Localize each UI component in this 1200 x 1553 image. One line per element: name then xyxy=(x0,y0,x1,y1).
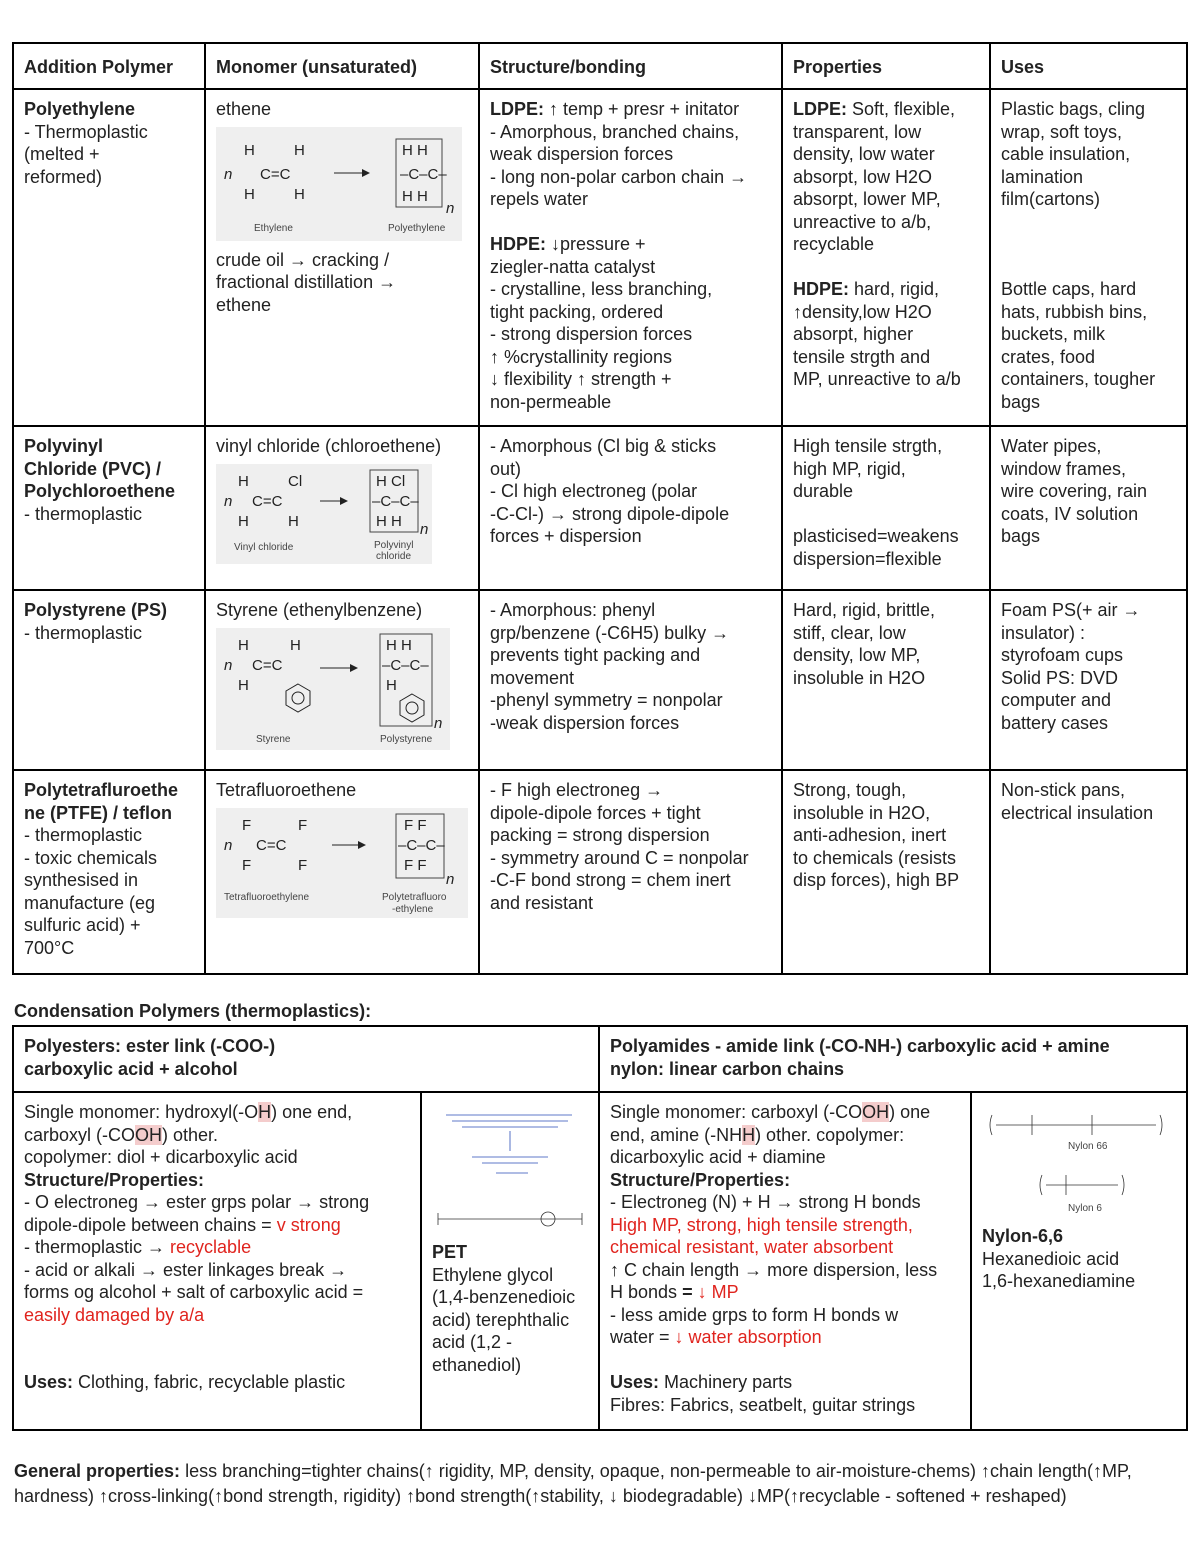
properties-text: Hard, rigid, brittle, xyxy=(793,600,936,620)
svg-text:F F: F F xyxy=(404,816,427,834)
uses-cell xyxy=(990,770,1187,974)
properties-text: insoluble in H2O xyxy=(793,667,926,688)
hdpe-label: HDPE: xyxy=(793,279,850,299)
polymer-name: Polyethylene xyxy=(24,99,136,119)
uses-text: Machinery parts xyxy=(659,1372,793,1392)
uses-text: wire covering, rain xyxy=(1001,481,1148,501)
svg-text:n: n xyxy=(224,836,233,854)
polymer-name: Polychloroethene xyxy=(24,481,176,501)
monomer-name: Styrene (ethenylbenzene) xyxy=(216,600,423,620)
properties-text: absorpt, lower MP, xyxy=(793,189,941,209)
monomer-cell xyxy=(205,770,479,974)
structure-text: repels water xyxy=(490,189,589,209)
structure-text: -weak dispersion forces xyxy=(490,712,680,733)
text: copolymer: diol + dicarboxylic acid xyxy=(24,1147,298,1167)
svg-text:H: H xyxy=(288,512,299,530)
table-row xyxy=(13,89,1187,426)
svg-text:H: H xyxy=(244,141,255,159)
uses-text: bags xyxy=(1001,526,1041,546)
structure-text: ↑ temp + presr + initator xyxy=(544,99,740,119)
structure-text: ↑ %crystallinity regions xyxy=(490,346,673,367)
pet-text: ethanediol) xyxy=(432,1354,522,1375)
polymer-note: - toxic chemicals xyxy=(24,847,158,868)
table-row xyxy=(13,426,1187,590)
uses-cell xyxy=(990,590,1187,770)
text: - acid or alkali → ester linkages break → xyxy=(24,1259,348,1280)
structure-text: - symmetry around C = nonpolar xyxy=(490,847,749,868)
polystyrene-structure-image xyxy=(216,628,450,750)
svg-text:n: n xyxy=(224,165,233,183)
svg-text:n: n xyxy=(224,656,233,674)
image-label: Ethylene xyxy=(254,222,293,234)
pet-cell xyxy=(421,1092,599,1430)
image-label: Nylon 6 xyxy=(1068,1203,1102,1214)
structure-text: dipole-dipole forces + tight xyxy=(490,802,701,823)
structure-text: weak dispersion forces xyxy=(490,144,674,164)
properties-cell xyxy=(782,426,990,590)
svg-text:H: H xyxy=(238,512,249,530)
text: dicarboxylic acid + diamine xyxy=(610,1147,826,1167)
header-structure: Structure/bonding xyxy=(479,43,782,89)
text: water = xyxy=(610,1327,675,1347)
structure-cell xyxy=(479,590,782,770)
text: H bonds xyxy=(610,1282,683,1302)
svg-text:H: H xyxy=(294,185,305,203)
ldpe-label: LDPE: xyxy=(793,99,847,119)
properties-text: stiff, clear, low xyxy=(793,622,906,643)
monomer-note: crude oil → cracking / xyxy=(216,249,390,270)
structure-text: grp/benzene (-C6H5) bulky → xyxy=(490,622,730,643)
uses-text: insulator) : xyxy=(1001,622,1086,643)
structure-text: - Cl high electroneg (polar xyxy=(490,481,698,501)
table-header-row xyxy=(13,43,1187,89)
text: end, amine (-NH xyxy=(610,1124,743,1145)
polymer-note: sulfuric acid) + xyxy=(24,915,141,935)
image-label: Styrene xyxy=(256,733,291,745)
svg-text:F: F xyxy=(298,856,308,874)
text: ) other. copolymer: xyxy=(755,1124,905,1145)
uses-cell xyxy=(990,426,1187,590)
red-text: chemical resistant, water absorbent xyxy=(610,1237,894,1257)
red-text: High MP, strong, high tensile strength, xyxy=(610,1214,913,1235)
properties-text: hard, rigid, xyxy=(849,279,940,299)
svg-text:–C–C–: –C–C– xyxy=(400,165,447,183)
uses-text: Foam PS(+ air → xyxy=(1001,600,1141,620)
polymer-note: reformed) xyxy=(24,166,103,187)
properties-text: disp forces), high BP xyxy=(793,870,960,890)
header-addition-polymer: Addition Polymer xyxy=(13,43,205,89)
general-properties xyxy=(14,1459,1174,1509)
polymer-name: Polytetrafluroethe xyxy=(24,780,179,800)
text: Single monomer: hydroxyl(-O xyxy=(24,1102,259,1122)
svg-text:H: H xyxy=(238,636,249,654)
header-monomer: Monomer (unsaturated) xyxy=(205,43,479,89)
highlight: H xyxy=(742,1124,756,1145)
properties-text: ↑density,low H2O xyxy=(793,301,932,322)
structure-text: movement xyxy=(490,667,575,688)
properties-text: Strong, tough, xyxy=(793,780,907,800)
uses-cell xyxy=(990,89,1187,426)
header-properties: Properties xyxy=(782,43,990,89)
structure-text: -phenyl symmetry = nonpolar xyxy=(490,690,723,710)
pvc-structure-image xyxy=(216,464,432,564)
text: - Electroneg (N) + H → strong H bonds xyxy=(610,1192,921,1212)
pet-structure-image xyxy=(432,1101,588,1241)
text: = xyxy=(682,1282,698,1302)
uses-text: window frames, xyxy=(1001,458,1127,479)
properties-text: unreactive to a/b, xyxy=(793,211,932,232)
pet-label: PET xyxy=(432,1242,468,1262)
properties-text xyxy=(793,503,979,526)
monomer-cell xyxy=(205,590,479,770)
table-row xyxy=(13,590,1187,770)
properties-text: insoluble in H2O, xyxy=(793,802,931,823)
structure-properties-label: Structure/Properties: xyxy=(610,1169,791,1190)
polyesters-header xyxy=(13,1026,599,1092)
svg-text:H H: H H xyxy=(402,187,428,205)
text: ↑ C chain length → more dispersion, less xyxy=(610,1259,938,1280)
svg-text:n: n xyxy=(446,870,455,888)
svg-text:–C–C–: –C–C– xyxy=(372,492,419,510)
svg-text:F: F xyxy=(242,856,252,874)
monomer-note: ethene xyxy=(216,294,272,315)
monomer-cell xyxy=(205,426,479,590)
highlight: H xyxy=(258,1102,272,1122)
red-text: easily damaged by a/a xyxy=(24,1304,205,1325)
red-text: ↓ water absorption xyxy=(674,1327,822,1347)
text: dipole-dipole between chains = xyxy=(24,1214,277,1235)
properties-text: MP, unreactive to a/b xyxy=(793,369,961,389)
uses-text: lamination xyxy=(1001,166,1084,187)
svg-text:Cl: Cl xyxy=(288,472,303,490)
structure-cell xyxy=(479,426,782,590)
polymer-note: manufacture (eg xyxy=(24,892,156,913)
addition-polymers-table xyxy=(12,42,1188,975)
polymer-note: synthesised in xyxy=(24,870,139,890)
general-properties-text: less branching=tighter chains(↑ rigidity, MP, density, opaque, non-permeable to air-moisture-chems) ↑chain length(↑MP, hardness) ↑cross-linking(↑bond strength, rigidity) ↑bond strength(↑stability, ↓ biodegradable) ↓MP(↑recyclable - softened + reshaped) xyxy=(14,1461,1132,1506)
polymer-name-cell xyxy=(13,770,205,974)
hdpe-label: HDPE: xyxy=(490,234,547,254)
image-label: Polyethylene xyxy=(388,222,446,234)
condensation-header-row xyxy=(13,1026,1187,1092)
svg-text:H: H xyxy=(294,141,305,159)
structure-text: - long non-polar carbon chain → xyxy=(490,166,748,187)
polymer-note: - thermoplastic xyxy=(24,825,143,845)
uses-text: Non-stick pans, xyxy=(1001,780,1126,800)
svg-text:–C–C–: –C–C– xyxy=(382,656,429,674)
structure-text: tight packing, ordered xyxy=(490,301,664,322)
svg-text:H H: H H xyxy=(402,141,428,159)
nylon-text: 1,6-hexanediamine xyxy=(982,1271,1136,1291)
polymer-note: - thermoplastic xyxy=(24,622,143,643)
svg-text:H: H xyxy=(386,676,397,694)
svg-text:F: F xyxy=(298,816,308,834)
text: - O electroneg → ester grps polar → strong xyxy=(24,1192,370,1212)
structure-text: packing = strong dispersion xyxy=(490,825,710,845)
condensation-body-row xyxy=(13,1092,1187,1430)
structure-text: and resistant xyxy=(490,892,594,913)
structure-text: - Amorphous (Cl big & sticks xyxy=(490,436,717,456)
svg-text:H Cl: H Cl xyxy=(376,472,406,490)
structure-properties-label: Structure/Properties: xyxy=(24,1169,205,1190)
svg-text:H H: H H xyxy=(376,512,402,530)
uses-text: wrap, soft toys, xyxy=(1001,121,1123,142)
structure-text: ziegler-natta catalyst xyxy=(490,256,656,277)
condensation-title: Condensation Polymers (thermoplastics): xyxy=(14,1001,372,1021)
condensation-polymers-table xyxy=(12,1025,1188,1431)
polymer-name-cell xyxy=(13,426,205,590)
monomer-note: fractional distillation → xyxy=(216,272,397,292)
header-uses: Uses xyxy=(990,43,1187,89)
uses-label: Uses: xyxy=(610,1372,660,1392)
pet-text: acid) terephthalic xyxy=(432,1309,570,1330)
uses-text: battery cases xyxy=(1001,712,1109,733)
uses-text: coats, IV solution xyxy=(1001,503,1139,524)
properties-text: to chemicals (resists xyxy=(793,847,957,868)
uses-label: Uses: xyxy=(24,1372,74,1392)
properties-text: Soft, flexible, xyxy=(847,99,956,119)
uses-text: Clothing, fabric, recyclable plastic xyxy=(73,1372,346,1392)
structure-text: -C-F bond strong = chem inert xyxy=(490,870,731,890)
properties-text: absorpt, higher xyxy=(793,324,914,344)
uses-text: film(cartons) xyxy=(1001,189,1101,209)
nylon-title: Nylon-6,6 xyxy=(982,1226,1064,1246)
nylon-cell xyxy=(971,1092,1187,1430)
pet-text: Ethylene glycol xyxy=(432,1264,554,1285)
polyesters-details xyxy=(13,1092,421,1430)
structure-text: ↓pressure + xyxy=(546,234,646,254)
uses-text: Solid PS: DVD xyxy=(1001,667,1119,688)
svg-text:n: n xyxy=(446,199,455,217)
header-text: carboxylic acid + alcohol xyxy=(24,1058,238,1079)
polymer-name: Polystyrene (PS) xyxy=(24,600,168,620)
image-label: -ethylene xyxy=(392,903,434,915)
image-label: Tetrafluoroethylene xyxy=(224,891,310,903)
svg-text:H H: H H xyxy=(386,636,412,654)
properties-text: tensile strgth and xyxy=(793,346,931,367)
svg-text:H: H xyxy=(244,185,255,203)
uses-text: buckets, milk xyxy=(1001,324,1106,344)
properties-text: recyclable xyxy=(793,234,875,254)
nylon-structure-image xyxy=(982,1101,1176,1225)
properties-cell xyxy=(782,590,990,770)
structure-text: ↓ flexibility ↑ strength + xyxy=(490,369,672,389)
image-label: Polyvinyl xyxy=(374,539,414,551)
properties-text: plasticised=weakens xyxy=(793,526,959,546)
nylon-text: Hexanedioic acid xyxy=(982,1248,1120,1269)
polymer-name: ne (PTFE) / teflon xyxy=(24,802,172,823)
svg-text:C=C: C=C xyxy=(256,836,287,854)
svg-text:n: n xyxy=(224,492,233,510)
header-text: Polyamides - amide link (-CO-NH-) carboxylic acid + amine xyxy=(610,1036,1110,1056)
uses-text: Plastic bags, cling xyxy=(1001,99,1146,119)
red-text: v strong xyxy=(276,1214,341,1235)
svg-text:n: n xyxy=(434,714,443,732)
properties-text: high MP, rigid, xyxy=(793,458,906,479)
structure-cell xyxy=(479,770,782,974)
uses-text: cable insulation, xyxy=(1001,144,1131,164)
monomer-name: ethene xyxy=(216,99,272,119)
uses-text: Water pipes, xyxy=(1001,436,1102,456)
uses-text: Fibres: Fabrics, seatbelt, guitar strings xyxy=(610,1394,916,1415)
structure-text: - crystalline, less branching, xyxy=(490,279,713,299)
svg-text:–C–C–: –C–C– xyxy=(398,836,445,854)
polymer-note: - thermoplastic xyxy=(24,503,143,524)
monomer-cell xyxy=(205,89,479,426)
text: carboxyl (-CO xyxy=(24,1124,136,1145)
structure-text: - F high electroneg → xyxy=(490,780,664,800)
structure-text: forces + dispersion xyxy=(490,526,642,546)
uses-text: hats, rubbish bins, xyxy=(1001,301,1148,322)
highlight: OH xyxy=(862,1102,890,1122)
structure-text: - Amorphous: phenyl xyxy=(490,600,656,620)
svg-text:H: H xyxy=(290,636,301,654)
structure-cell xyxy=(479,89,782,426)
text: forms og alcohol + salt of carboxylic acid = xyxy=(24,1282,364,1302)
properties-text: High tensile strgth, xyxy=(793,436,943,456)
ptfe-structure-image xyxy=(216,808,468,918)
polymer-note: - Thermoplastic xyxy=(24,121,148,142)
uses-text: bags xyxy=(1001,391,1041,412)
polymer-name-cell xyxy=(13,590,205,770)
text: - less amide grps to form H bonds w xyxy=(610,1304,899,1325)
uses-text: electrical insulation xyxy=(1001,802,1154,823)
properties-text: density, low water xyxy=(793,144,935,164)
properties-text: durable xyxy=(793,481,854,501)
pet-text: (1,4-benzenedioic xyxy=(432,1287,576,1307)
svg-text:n: n xyxy=(420,520,429,538)
svg-text:C=C: C=C xyxy=(252,656,283,674)
polymer-note: (melted + xyxy=(24,144,100,164)
svg-text:C=C: C=C xyxy=(260,165,291,183)
svg-text:C=C: C=C xyxy=(252,492,283,510)
structure-text: - Amorphous, branched chains, xyxy=(490,121,740,142)
structure-text: prevents tight packing and xyxy=(490,645,701,665)
polymer-name: Polyvinyl xyxy=(24,436,104,456)
image-label: Vinyl chloride xyxy=(234,541,294,553)
monomer-name: Tetrafluoroethene xyxy=(216,780,357,800)
image-label: Polystyrene xyxy=(380,733,433,745)
table-row xyxy=(13,770,1187,974)
svg-text:H: H xyxy=(238,676,249,694)
image-label: Nylon 66 xyxy=(1068,1141,1108,1152)
red-text: ↓ MP xyxy=(697,1282,739,1302)
uses-text: styrofoam cups xyxy=(1001,645,1124,665)
structure-text: - strong dispersion forces xyxy=(490,324,693,344)
uses-text: Bottle caps, hard xyxy=(1001,279,1137,299)
polymer-name-cell xyxy=(13,89,205,426)
properties-text: dispersion=flexible xyxy=(793,548,942,569)
image-label: Polytetrafluoro xyxy=(382,891,447,903)
properties-text: density, low MP, xyxy=(793,645,921,665)
text: ) one end, xyxy=(271,1102,353,1122)
properties-text: absorpt, low H2O xyxy=(793,166,933,187)
structure-text: out) xyxy=(490,458,522,479)
svg-text:F F: F F xyxy=(404,856,427,874)
ldpe-label: LDPE: xyxy=(490,99,544,119)
pet-text: acid (1,2 - xyxy=(432,1332,513,1352)
monomer-name: vinyl chloride (chloroethene) xyxy=(216,436,442,456)
uses-text: containers, tougher xyxy=(1001,369,1156,389)
structure-text: non-permeable xyxy=(490,391,612,412)
red-text: recyclable xyxy=(170,1237,252,1257)
polymer-note: 700°C xyxy=(24,937,75,958)
polyamides-header xyxy=(599,1026,1187,1092)
uses-text: crates, food xyxy=(1001,346,1096,367)
highlight: OH xyxy=(135,1124,163,1145)
header-text: nylon: linear carbon chains xyxy=(610,1058,845,1079)
properties-text: anti-adhesion, inert xyxy=(793,825,947,845)
text: Single monomer: carboxyl (-CO xyxy=(610,1102,863,1122)
svg-text:H: H xyxy=(238,472,249,490)
properties-text: transparent, low xyxy=(793,121,922,142)
text: - thermoplastic → xyxy=(24,1237,171,1257)
svg-text:F: F xyxy=(242,816,252,834)
text: ) other. xyxy=(162,1124,219,1145)
polyethylene-structure-image xyxy=(216,127,462,241)
polyamides-details xyxy=(599,1092,971,1430)
general-properties-label: General properties: xyxy=(14,1461,181,1481)
text: ) one xyxy=(889,1102,931,1122)
structure-text: -C-Cl-) → strong dipole-dipole xyxy=(490,503,730,524)
properties-cell xyxy=(782,89,990,426)
uses-text: computer and xyxy=(1001,690,1112,710)
header-text: Polyesters: ester link (-COO-) xyxy=(24,1036,276,1056)
polymer-name: Chloride (PVC) / xyxy=(24,458,162,479)
image-label: chloride xyxy=(376,550,412,562)
properties-cell xyxy=(782,770,990,974)
